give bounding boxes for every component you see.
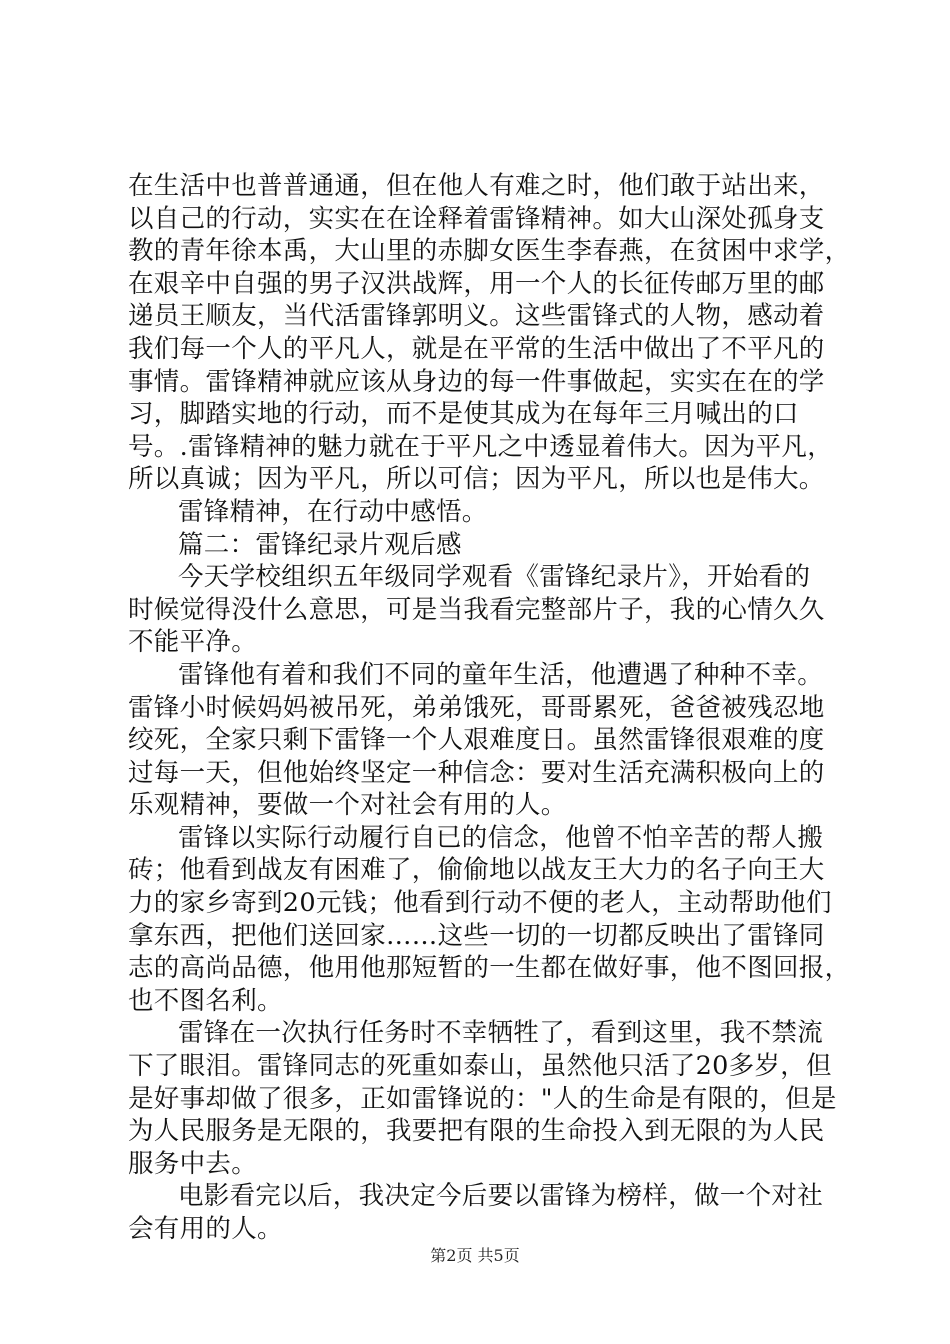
text-line: 事情。雷锋精神就应该从身边的每一件事做起，实实在在的学 bbox=[128, 366, 825, 397]
text-line: 不能平净。 bbox=[128, 627, 258, 658]
text-line: 志的高尚品德，他用他那短暂的一生都在做好事，他不图回报， bbox=[128, 953, 851, 984]
section-heading: 篇二：雷锋纪录片观后感 bbox=[178, 529, 462, 560]
text-line: 雷锋以实际行动履行自已的信念，他曾不怕辛苦的帮人搬 bbox=[178, 822, 824, 853]
text-line: 今天学校组织五年级同学观看《雷锋纪录片》，开始看的 bbox=[178, 562, 811, 593]
text-line: 会有用的人。 bbox=[128, 1214, 283, 1244]
text-line: 号。.雷锋精神的魅力就在于平凡之中透显着伟大。因为平凡， bbox=[128, 431, 834, 462]
page-footer bbox=[0, 1246, 950, 1266]
text-line: 在艰辛中自强的男子汉洪战辉，用一个人的长征传邮万里的邮 bbox=[128, 268, 825, 299]
page-number: 第2页 共5页 bbox=[430, 1246, 520, 1265]
text-line: 雷锋他有着和我们不同的童年生活，他遭遇了种种不幸。 bbox=[178, 659, 824, 690]
document-body bbox=[128, 170, 851, 1246]
text-line: 是好事却做了很多，正如雷锋说的："人的生命是有限的，但是 bbox=[128, 1083, 837, 1114]
text-line: 在生活中也普普通通，但在他人有难之时，他们敢于站出来， bbox=[128, 171, 825, 201]
text-line: 服务中去。 bbox=[128, 1148, 258, 1179]
text-line: 电影看完以后，我决定今后要以雷锋为榜样，做一个对社 bbox=[178, 1181, 824, 1212]
text-line: 过每一天，但他始终坚定一种信念：要对生活充满积极向上的 bbox=[128, 757, 825, 788]
text-line: 我们每一个人的平凡人，就是在平常的生活中做出了不平凡的 bbox=[128, 333, 825, 364]
text-line: 力的家乡寄到20元钱；他看到行动不便的老人，主动帮助他们 bbox=[128, 888, 832, 919]
text-line: 下了眼泪。雷锋同志的死重如泰山，虽然他只活了20多岁，但 bbox=[128, 1051, 832, 1082]
text-line: 雷锋在一次执行任务时不幸牺牲了，看到这里，我不禁流 bbox=[178, 1018, 824, 1049]
text-line: 拿东西，把他们送回家……这些一切的一切都反映出了雷锋同 bbox=[128, 920, 825, 951]
text-line: 所以真诚；因为平凡，所以可信；因为平凡，所以也是伟大。 bbox=[128, 464, 825, 495]
text-line: 以自己的行动，实实在在诠释着雷锋精神。如大山深处孤身支 bbox=[128, 203, 825, 234]
text-line: 教的青年徐本禹，大山里的赤脚女医生李春燕，在贫困中求学， bbox=[128, 236, 851, 267]
text-line: 也不图名利。 bbox=[128, 985, 283, 1016]
text-line: 习，脚踏实地的行动，而不是使其成为在每年三月喊出的口 bbox=[128, 399, 799, 430]
text-line: 雷锋小时候妈妈被吊死，弟弟饿死，哥哥累死，爸爸被残忍地 bbox=[128, 692, 825, 723]
text-line: 乐观精神，要做一个对社会有用的人。 bbox=[128, 790, 567, 821]
text-line: 绞死，全家只剩下雷锋一个人艰难度日。虽然雷锋很艰难的度 bbox=[128, 725, 825, 756]
text-line: 为人民服务是无限的，我要把有限的生命投入到无限的为人民 bbox=[128, 1116, 825, 1147]
text-line: 砖；他看到战友有困难了，偷偷地以战友王大力的名子向王大 bbox=[128, 855, 825, 886]
text-line: 时候觉得没什么意思，可是当我看完整部片子，我的心情久久 bbox=[128, 594, 825, 625]
text-line: 雷锋精神，在行动中感悟。 bbox=[178, 496, 488, 527]
text-line: 递员王顺友，当代活雷锋郭明义。这些雷锋式的人物，感动着 bbox=[128, 301, 825, 332]
